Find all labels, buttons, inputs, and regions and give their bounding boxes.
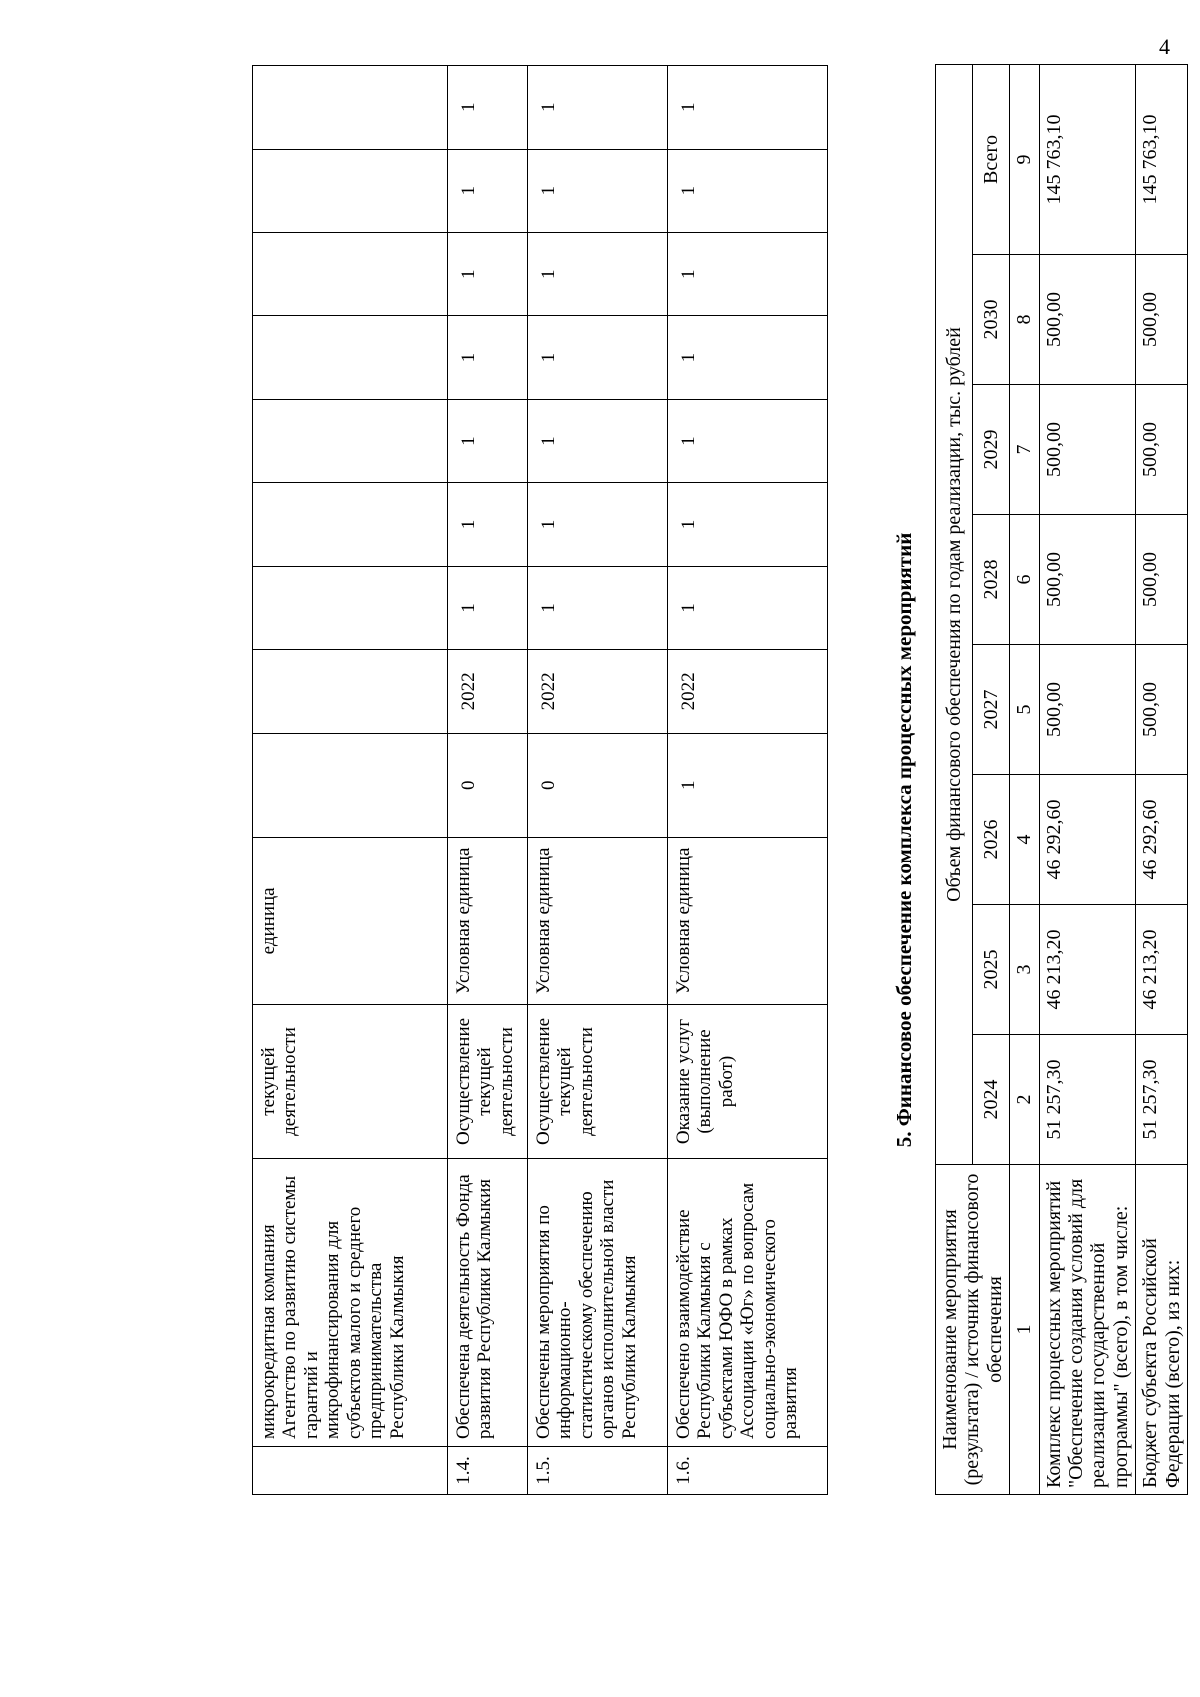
row-name: Обеспечено взаимодействие Республики Калмыкия с субъектами ЮФО в рамках Ассоциации «Юг» по вопросам социально-экономического развития (668, 1159, 828, 1447)
column-number-row (1010, 64, 1039, 1494)
indicators-table (252, 65, 828, 1495)
row-value: 51 257,30 (1136, 1035, 1188, 1165)
row-value: 46 292,60 (1136, 775, 1188, 905)
table-row (528, 66, 668, 1495)
column-number: 2 (1010, 1035, 1039, 1165)
row-2025: 1 (668, 566, 828, 649)
row-base-year: 2022 (448, 650, 528, 733)
header-year: 2025 (973, 905, 1010, 1035)
row-total: 145 763,10 (1136, 64, 1188, 254)
row-2029: 1 (668, 233, 828, 316)
row-number: 1.4. (448, 1447, 528, 1495)
row-unit: Условная единица (668, 837, 828, 1004)
row-extra: 1 (448, 66, 528, 150)
table-header-row (936, 64, 973, 1494)
header-name: Наименование мероприятия (результата) / источник финансового обеспечения (936, 1165, 1010, 1495)
row-2027: 1 (448, 399, 528, 482)
row-total: 145 763,10 (1039, 64, 1136, 254)
row-2027: 1 (668, 399, 828, 482)
column-number: 7 (1010, 385, 1039, 515)
column-number: 9 (1010, 64, 1039, 254)
page-number: 4 (1159, 34, 1170, 59)
row-2030: 1 (528, 149, 668, 232)
header-volume: Объем финансового обеспечения по годам реализации, тыс. рублей (936, 64, 973, 1164)
row-2026 (253, 483, 448, 566)
row-2028 (253, 316, 448, 399)
table-row (253, 66, 448, 1495)
header-total: Всего (973, 64, 1010, 254)
row-number: 1.5. (528, 1447, 668, 1495)
row-base-value (253, 733, 448, 837)
row-2030 (253, 149, 448, 232)
rotated-page-content (140, 60, 1184, 1620)
row-value: 46 213,20 (1039, 905, 1136, 1035)
row-unit: Условная единица (528, 837, 668, 1004)
header-year: 2026 (973, 775, 1010, 905)
row-number (253, 1447, 448, 1495)
row-type: Оказание услуг (выполнение работ) (668, 1004, 828, 1158)
row-2026: 1 (668, 483, 828, 566)
row-base-year: 2022 (528, 650, 668, 733)
row-type: Осуществление текущей деятельности (528, 1004, 668, 1158)
row-type: Осуществление текущей деятельности (448, 1004, 528, 1158)
row-value: 46 213,20 (1136, 905, 1188, 1035)
header-year: 2029 (973, 385, 1010, 515)
row-base-value: 0 (448, 733, 528, 837)
row-value: 500,00 (1136, 515, 1188, 645)
row-value: 500,00 (1039, 515, 1136, 645)
header-year: 2028 (973, 515, 1010, 645)
row-2028: 1 (448, 316, 528, 399)
column-number: 4 (1010, 775, 1039, 905)
row-name: микрокредитная компания Агентство по развитию системы гарантий и микрофинансирования для субъектов малого и среднего предпринимательства Республики Калмыкия (253, 1159, 448, 1447)
row-value: 500,00 (1136, 645, 1188, 775)
row-name: Бюджет субъекта Российской Федерации (всего), из них: (1136, 1165, 1188, 1495)
row-2029: 1 (528, 233, 668, 316)
row-2029: 1 (448, 233, 528, 316)
row-value: 51 257,30 (1039, 1035, 1136, 1165)
row-2025 (253, 566, 448, 649)
column-number: 5 (1010, 645, 1039, 775)
row-name: Обеспечена деятельность Фонда развития Республики Калмыкия (448, 1159, 528, 1447)
row-extra: 1 (668, 66, 828, 150)
row-value: 500,00 (1039, 645, 1136, 775)
table-row (1039, 64, 1136, 1494)
header-year: 2024 (973, 1035, 1010, 1165)
row-unit: единица (253, 837, 448, 1004)
table-row (1136, 64, 1188, 1494)
row-2026: 1 (528, 483, 668, 566)
row-base-year: 2022 (668, 650, 828, 733)
column-number: 6 (1010, 515, 1039, 645)
row-type: текущей деятельности (253, 1004, 448, 1158)
column-number: 8 (1010, 255, 1039, 385)
header-year: 2030 (973, 255, 1010, 385)
table-row (448, 66, 528, 1495)
row-value: 500,00 (1136, 255, 1188, 385)
section-title: 5. Финансовое обеспечение комплекса процессных мероприятий (892, 532, 916, 1148)
row-2026: 1 (448, 483, 528, 566)
column-number: 1 (1010, 1165, 1039, 1495)
row-extra (253, 66, 448, 150)
table-row (668, 66, 828, 1495)
row-2027 (253, 399, 448, 482)
row-value: 500,00 (1136, 385, 1188, 515)
row-2030: 1 (668, 149, 828, 232)
row-name: Комплекс процессных мероприятий "Обеспечение создания условий для реализации государственной программы" (всего), в том числе: (1039, 1165, 1136, 1495)
row-2028: 1 (528, 316, 668, 399)
row-base-value: 1 (668, 733, 828, 837)
header-year: 2027 (973, 645, 1010, 775)
row-2029 (253, 233, 448, 316)
row-value: 500,00 (1039, 385, 1136, 515)
row-2025: 1 (448, 566, 528, 649)
row-base-year (253, 650, 448, 733)
row-value: 500,00 (1039, 255, 1136, 385)
row-base-value: 0 (528, 733, 668, 837)
row-2027: 1 (528, 399, 668, 482)
row-unit: Условная единица (448, 837, 528, 1004)
row-name: Обеспечены мероприятия по информационно-статистическому обеспечению органов исполнительной власти Республики Калмыкия (528, 1159, 668, 1447)
row-extra: 1 (528, 66, 668, 150)
row-value: 46 292,60 (1039, 775, 1136, 905)
row-number: 1.6. (668, 1447, 828, 1495)
finance-table (935, 64, 1188, 1495)
row-2025: 1 (528, 566, 668, 649)
column-number: 3 (1010, 905, 1039, 1035)
row-2030: 1 (448, 149, 528, 232)
row-2028: 1 (668, 316, 828, 399)
